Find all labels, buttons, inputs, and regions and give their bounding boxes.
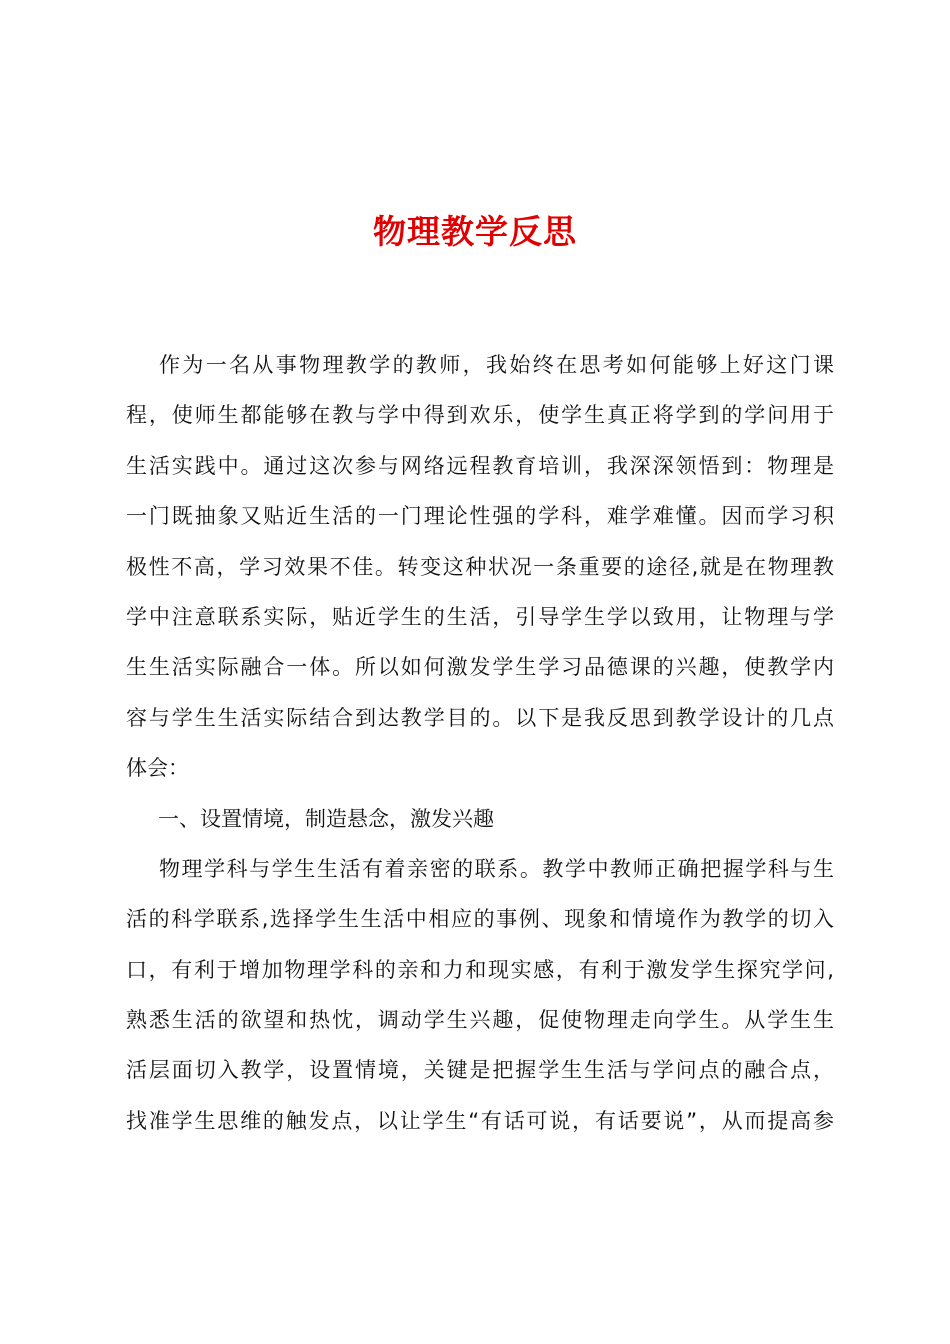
paragraph-line: 学中注意联系实际，贴近学生的生活，引导学生学以致用，让物理与学	[126, 604, 834, 629]
paragraph-line: 生生活实际融合一体。所以如何激发学生学习品德课的兴趣，使教学内	[126, 655, 834, 680]
paragraph-line: 极性不高，学习效果不佳。转变这种状况一条重要的途径,就是在物理教	[126, 554, 834, 579]
paragraph-line: 活层面切入教学，设置情境，关键是把握学生生活与学问点的融合点，	[126, 1058, 834, 1083]
paragraph-line: 口，有利于增加物理学科的亲和力和现实感，有利于激发学生探究学问,	[126, 957, 834, 982]
document-title: 物理教学反思	[373, 212, 577, 251]
paragraph-line: 活的科学联系,选择学生生活中相应的事例、现象和情境作为教学的切入	[126, 907, 834, 932]
paragraph-line: 物理学科与学生生活有着亲密的联系。教学中教师正确把握学科与生	[159, 856, 834, 881]
paragraph-line: 找准学生思维的触发点，以让学生“有话可说，有话要说”，从而提高参	[126, 1108, 834, 1133]
paragraph-line: 容与学生生活实际结合到达教学目的。以下是我反思到教学设计的几点	[126, 705, 834, 730]
paragraph-line: 程，使师生都能够在教与学中得到欢乐，使学生真正将学到的学问用于	[126, 403, 834, 428]
paragraph-line: 作为一名从事物理教学的教师，我始终在思考如何能够上好这门课	[159, 353, 834, 377]
paragraph-line: 体会：	[126, 756, 189, 781]
section-heading: 一、设置情境，制造悬念，激发兴趣	[158, 806, 494, 831]
paragraph-line: 生活实践中。通过这次参与网络远程教育培训，我深深领悟到：物理是	[126, 453, 834, 478]
paragraph-line: 熟悉生活的欲望和热忱，调动学生兴趣，促使物理走向学生。从学生生	[126, 1008, 834, 1033]
paragraph-line: 一门既抽象又贴近生活的一门理论性强的学科，难学难懂。因而学习积	[126, 504, 834, 529]
document-body	[126, 340, 834, 1146]
